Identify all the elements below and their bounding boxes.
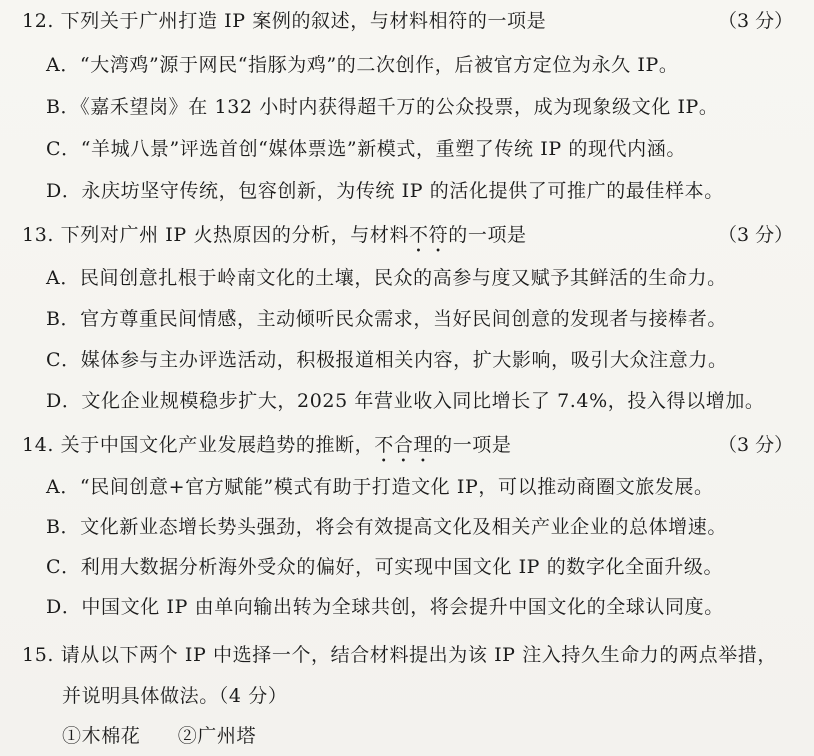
question-14-option-d: D．中国文化 IP 由单向输出转为全球共创，将会提升中国文化的全球认同度。	[46, 596, 724, 618]
question-13-stem	[22, 222, 527, 257]
question-15-choices	[62, 723, 256, 749]
question-number: 14.	[22, 434, 55, 456]
question-text: 请从以下两个 IP 中选择一个，结合材料提出为该 IP 注入持久生命力的两点举措，	[60, 644, 778, 666]
question-12-stem	[22, 8, 546, 34]
choice-item: ②广州塔	[177, 725, 257, 747]
question-number: 13.	[22, 224, 55, 246]
question-15-stem-line-2: 并说明具体做法。（4 分）	[62, 685, 288, 707]
question-text-after: 的一项是	[433, 434, 512, 456]
question-13-option-d: D．文化企业规模稳步扩大，2025 年营业收入同比增长了 7.4%，投入得以增加。	[46, 390, 765, 412]
question-13-option-c: C．媒体参与主办评选活动，积极报道相关内容，扩大影响，吸引大众注意力。	[46, 349, 728, 371]
question-text-after: 的一项是	[448, 224, 527, 246]
question-number: 15.	[22, 644, 55, 666]
question-12-option-d: D．永庆坊坚守传统，包容创新，为传统 IP 的活化提供了可推广的最佳样本。	[46, 180, 724, 202]
question-15-stem	[22, 642, 777, 668]
question-12-option-a: A．“大湾鸡”源于网民“指豚为鸡”的二次创作，后被官方定位为永久 IP。	[46, 54, 679, 76]
emphasis-text: 不合理	[374, 434, 434, 456]
question-14-option-a: A．“民间创意+官方赋能”模式有助于打造文化 IP，可以推动商圈文旅发展。	[46, 476, 714, 498]
question-text: 下列关于广州打造 IP 案例的叙述，与材料相符的一项是	[60, 10, 547, 32]
question-text-before: 下列对广州 IP 火热原因的分析，与材料	[60, 224, 410, 246]
emphasis-text: 不符	[409, 224, 449, 246]
question-number: 12.	[22, 10, 55, 32]
question-14-stem	[22, 432, 512, 467]
question-12-option-b: B．《嘉禾望岗》在 132 小时内获得超千万的公众投票，成为现象级文化 IP。	[46, 96, 719, 118]
question-13-points: （3 分）	[718, 224, 794, 246]
question-text-before: 关于中国文化产业发展趋势的推断，	[60, 434, 375, 456]
question-12-option-c: C．“羊城八景”评选首创“媒体票选”新模式，重塑了传统 IP 的现代内涵。	[46, 138, 686, 160]
question-14-option-b: B．文化新业态增长势头强劲，将会有效提高文化及相关产业企业的总体增速。	[46, 516, 727, 538]
question-12-points: （3 分）	[718, 10, 794, 32]
choice-item: ①木棉花	[62, 725, 141, 747]
question-14-points: （3 分）	[718, 434, 794, 456]
question-13-option-a: A．民间创意扎根于岭南文化的土壤，民众的高参与度又赋予其鲜活的生命力。	[46, 267, 727, 289]
question-14-option-c: C．利用大数据分析海外受众的偏好，可实现中国文化 IP 的数字化全面升级。	[46, 556, 724, 578]
question-13-option-b: B．官方尊重民间情感，主动倾听民众需求，当好民间创意的发现者与接棒者。	[46, 308, 727, 330]
